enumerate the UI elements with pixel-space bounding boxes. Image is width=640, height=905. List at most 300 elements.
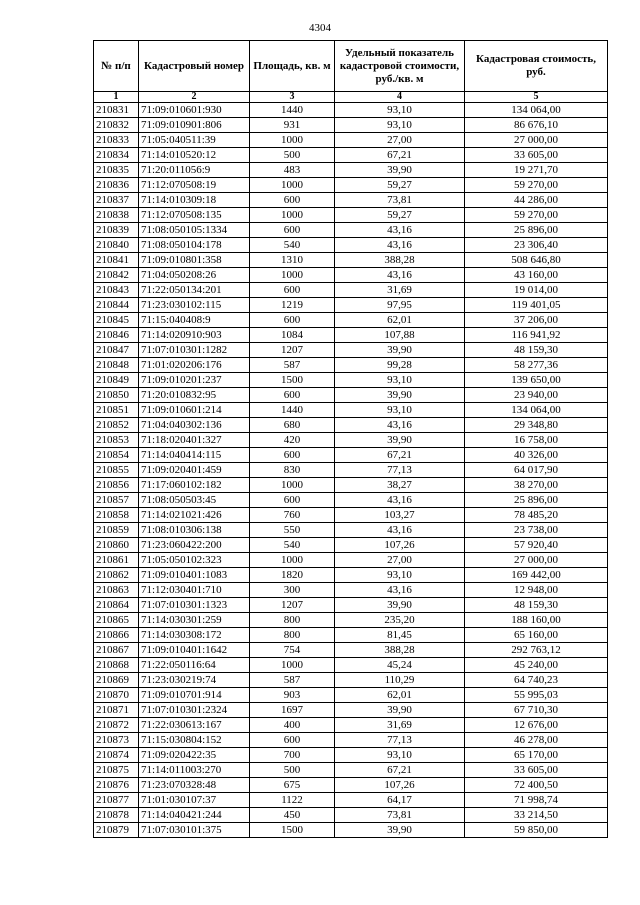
area-cell: 1000 <box>250 268 335 283</box>
row-number-cell: 210862 <box>94 568 139 583</box>
table-row <box>94 808 608 823</box>
table-row <box>94 538 608 553</box>
cadastral-value-cell: 86 676,10 <box>465 118 608 133</box>
cadastral-value-cell: 169 442,00 <box>465 568 608 583</box>
row-number-cell: 210831 <box>94 103 139 118</box>
specific-value-cell: 93,10 <box>335 103 465 118</box>
row-number-cell: 210872 <box>94 718 139 733</box>
area-cell: 600 <box>250 193 335 208</box>
table-row <box>94 478 608 493</box>
specific-value-cell: 388,28 <box>335 253 465 268</box>
specific-value-cell: 388,28 <box>335 643 465 658</box>
area-cell: 1122 <box>250 793 335 808</box>
table-row <box>94 163 608 178</box>
row-number-cell: 210859 <box>94 523 139 538</box>
specific-value-cell: 93,10 <box>335 748 465 763</box>
cadastral-value-cell: 16 758,00 <box>465 433 608 448</box>
cadastral-value-cell: 19 271,70 <box>465 163 608 178</box>
cadastral-value-cell: 38 270,00 <box>465 478 608 493</box>
cadastral-number-cell: 71:17:060102:182 <box>139 478 250 493</box>
area-cell: 500 <box>250 148 335 163</box>
row-number-cell: 210851 <box>94 403 139 418</box>
row-number-cell: 210839 <box>94 223 139 238</box>
row-number-cell: 210870 <box>94 688 139 703</box>
specific-value-cell: 110,29 <box>335 673 465 688</box>
cadastral-value-cell: 67 710,30 <box>465 703 608 718</box>
row-number-cell: 210869 <box>94 673 139 688</box>
table-row <box>94 823 608 838</box>
row-number-cell: 210853 <box>94 433 139 448</box>
specific-value-cell: 39,90 <box>335 163 465 178</box>
cadastral-value-cell: 48 159,30 <box>465 598 608 613</box>
cadastral-number-cell: 71:07:030101:375 <box>139 823 250 838</box>
header-row-number: № п/п <box>94 41 139 92</box>
cadastral-number-cell: 71:14:030308:172 <box>139 628 250 643</box>
area-cell: 1697 <box>250 703 335 718</box>
cadastral-number-cell: 71:08:010306:138 <box>139 523 250 538</box>
table-row <box>94 568 608 583</box>
header-cadastral-number: Кадастровый номер <box>139 41 250 92</box>
row-number-cell: 210834 <box>94 148 139 163</box>
row-number-cell: 210877 <box>94 793 139 808</box>
row-number-cell: 210875 <box>94 763 139 778</box>
cadastral-number-cell: 71:14:030301:259 <box>139 613 250 628</box>
header-cadastral-value: Кадастровая стоимость, руб. <box>465 41 608 92</box>
row-number-cell: 210849 <box>94 373 139 388</box>
specific-value-cell: 235,20 <box>335 613 465 628</box>
cadastral-value-cell: 27 000,00 <box>465 133 608 148</box>
specific-value-cell: 39,90 <box>335 388 465 403</box>
area-cell: 600 <box>250 493 335 508</box>
row-number-cell: 210868 <box>94 658 139 673</box>
area-cell: 600 <box>250 283 335 298</box>
column-number: 5 <box>465 92 608 103</box>
area-cell: 550 <box>250 523 335 538</box>
specific-value-cell: 43,16 <box>335 523 465 538</box>
header-area: Площадь, кв. м <box>250 41 335 92</box>
cadastral-value-cell: 33 605,00 <box>465 148 608 163</box>
cadastral-number-cell: 71:09:010601:214 <box>139 403 250 418</box>
cadastral-number-cell: 71:14:011003:270 <box>139 763 250 778</box>
area-cell: 1000 <box>250 478 335 493</box>
cadastral-number-cell: 71:20:011056:9 <box>139 163 250 178</box>
row-number-cell: 210864 <box>94 598 139 613</box>
specific-value-cell: 43,16 <box>335 583 465 598</box>
specific-value-cell: 103,27 <box>335 508 465 523</box>
specific-value-cell: 43,16 <box>335 238 465 253</box>
row-number-cell: 210832 <box>94 118 139 133</box>
area-cell: 1310 <box>250 253 335 268</box>
specific-value-cell: 27,00 <box>335 553 465 568</box>
specific-value-cell: 107,26 <box>335 538 465 553</box>
table-row <box>94 388 608 403</box>
area-cell: 1207 <box>250 343 335 358</box>
table-row <box>94 613 608 628</box>
table-row <box>94 148 608 163</box>
row-number-cell: 210861 <box>94 553 139 568</box>
row-number-cell: 210848 <box>94 358 139 373</box>
table-row <box>94 103 608 118</box>
cadastral-value-cell: 43 160,00 <box>465 268 608 283</box>
cadastral-value-cell: 29 348,80 <box>465 418 608 433</box>
specific-value-cell: 93,10 <box>335 373 465 388</box>
area-cell: 587 <box>250 673 335 688</box>
cadastral-number-cell: 71:08:050105:1334 <box>139 223 250 238</box>
table-row <box>94 223 608 238</box>
specific-value-cell: 107,26 <box>335 778 465 793</box>
cadastral-number-cell: 71:14:040421:244 <box>139 808 250 823</box>
row-number-cell: 210863 <box>94 583 139 598</box>
cadastral-value-cell: 508 646,80 <box>465 253 608 268</box>
area-cell: 1000 <box>250 553 335 568</box>
area-cell: 760 <box>250 508 335 523</box>
specific-value-cell: 81,45 <box>335 628 465 643</box>
cadastral-value-cell: 57 920,40 <box>465 538 608 553</box>
table-row <box>94 508 608 523</box>
table-row <box>94 493 608 508</box>
row-number-cell: 210854 <box>94 448 139 463</box>
cadastral-number-cell: 71:08:050104:178 <box>139 238 250 253</box>
specific-value-cell: 38,27 <box>335 478 465 493</box>
cadastral-number-cell: 71:12:070508:19 <box>139 178 250 193</box>
area-cell: 1500 <box>250 823 335 838</box>
cadastral-number-cell: 71:15:040408:9 <box>139 313 250 328</box>
specific-value-cell: 31,69 <box>335 718 465 733</box>
column-number: 3 <box>250 92 335 103</box>
cadastral-number-cell: 71:09:010401:1642 <box>139 643 250 658</box>
cadastral-value-cell: 134 064,00 <box>465 403 608 418</box>
cadastral-value-cell: 72 400,50 <box>465 778 608 793</box>
area-cell: 700 <box>250 748 335 763</box>
table-row <box>94 793 608 808</box>
table-row <box>94 403 608 418</box>
table-row <box>94 118 608 133</box>
column-number-row <box>94 92 608 103</box>
specific-value-cell: 62,01 <box>335 313 465 328</box>
row-number-cell: 210855 <box>94 463 139 478</box>
table-header-row <box>94 41 608 92</box>
cadastral-value-cell: 188 160,00 <box>465 613 608 628</box>
area-cell: 754 <box>250 643 335 658</box>
cadastral-value-cell: 119 401,05 <box>465 298 608 313</box>
table-row <box>94 733 608 748</box>
area-cell: 600 <box>250 448 335 463</box>
cadastral-number-cell: 71:14:010309:18 <box>139 193 250 208</box>
cadastral-value-cell: 64 740,23 <box>465 673 608 688</box>
page-number: 4304 <box>309 22 331 34</box>
table-row <box>94 313 608 328</box>
row-number-cell: 210874 <box>94 748 139 763</box>
table-row <box>94 343 608 358</box>
cadastral-number-cell: 71:23:070328:48 <box>139 778 250 793</box>
row-number-cell: 210845 <box>94 313 139 328</box>
table-row <box>94 193 608 208</box>
specific-value-cell: 59,27 <box>335 208 465 223</box>
area-cell: 1000 <box>250 178 335 193</box>
cadastral-number-cell: 71:01:020206:176 <box>139 358 250 373</box>
cadastral-value-cell: 23 306,40 <box>465 238 608 253</box>
table-row <box>94 373 608 388</box>
specific-value-cell: 62,01 <box>335 688 465 703</box>
specific-value-cell: 39,90 <box>335 598 465 613</box>
area-cell: 800 <box>250 628 335 643</box>
table-row <box>94 748 608 763</box>
cadastral-number-cell: 71:09:020401:459 <box>139 463 250 478</box>
cadastral-value-cell: 64 017,90 <box>465 463 608 478</box>
specific-value-cell: 59,27 <box>335 178 465 193</box>
cadastral-number-cell: 71:09:010601:930 <box>139 103 250 118</box>
area-cell: 903 <box>250 688 335 703</box>
area-cell: 1207 <box>250 598 335 613</box>
specific-value-cell: 43,16 <box>335 493 465 508</box>
row-number-cell: 210858 <box>94 508 139 523</box>
row-number-cell: 210833 <box>94 133 139 148</box>
cadastral-number-cell: 71:01:030107:37 <box>139 793 250 808</box>
table-row <box>94 433 608 448</box>
row-number-cell: 210842 <box>94 268 139 283</box>
area-cell: 1440 <box>250 403 335 418</box>
area-cell: 300 <box>250 583 335 598</box>
area-cell: 931 <box>250 118 335 133</box>
cadastral-value-cell: 27 000,00 <box>465 553 608 568</box>
table-row <box>94 583 608 598</box>
specific-value-cell: 93,10 <box>335 118 465 133</box>
cadastral-value-cell: 40 326,00 <box>465 448 608 463</box>
table-row <box>94 268 608 283</box>
specific-value-cell: 67,21 <box>335 148 465 163</box>
specific-value-cell: 73,81 <box>335 193 465 208</box>
cadastral-number-cell: 71:04:050208:26 <box>139 268 250 283</box>
row-number-cell: 210857 <box>94 493 139 508</box>
area-cell: 500 <box>250 763 335 778</box>
row-number-cell: 210846 <box>94 328 139 343</box>
row-number-cell: 210836 <box>94 178 139 193</box>
table-row <box>94 763 608 778</box>
specific-value-cell: 39,90 <box>335 343 465 358</box>
table-row <box>94 673 608 688</box>
area-cell: 450 <box>250 808 335 823</box>
cadastral-value-cell: 134 064,00 <box>465 103 608 118</box>
table-row <box>94 778 608 793</box>
row-number-cell: 210865 <box>94 613 139 628</box>
cadastral-value-cell: 25 896,00 <box>465 493 608 508</box>
area-cell: 540 <box>250 238 335 253</box>
table-row <box>94 658 608 673</box>
cadastral-value-cell: 23 940,00 <box>465 388 608 403</box>
cadastral-number-cell: 71:09:010801:358 <box>139 253 250 268</box>
cadastral-number-cell: 71:05:050102:323 <box>139 553 250 568</box>
area-cell: 1084 <box>250 328 335 343</box>
cadastral-value-cell: 116 941,92 <box>465 328 608 343</box>
cadastral-value-cell: 25 896,00 <box>465 223 608 238</box>
table-row <box>94 598 608 613</box>
area-cell: 400 <box>250 718 335 733</box>
specific-value-cell: 39,90 <box>335 823 465 838</box>
row-number-cell: 210847 <box>94 343 139 358</box>
specific-value-cell: 67,21 <box>335 763 465 778</box>
cadastral-value-cell: 78 485,20 <box>465 508 608 523</box>
area-cell: 1219 <box>250 298 335 313</box>
area-cell: 420 <box>250 433 335 448</box>
cadastral-number-cell: 71:22:050116:64 <box>139 658 250 673</box>
cadastral-value-cell: 65 160,00 <box>465 628 608 643</box>
cadastral-value-cell: 65 170,00 <box>465 748 608 763</box>
cadastral-number-cell: 71:20:010832:95 <box>139 388 250 403</box>
specific-value-cell: 99,28 <box>335 358 465 373</box>
area-cell: 1500 <box>250 373 335 388</box>
cadastral-number-cell: 71:09:010201:237 <box>139 373 250 388</box>
row-number-cell: 210866 <box>94 628 139 643</box>
cadastral-value-cell: 33 214,50 <box>465 808 608 823</box>
specific-value-cell: 93,10 <box>335 568 465 583</box>
specific-value-cell: 64,17 <box>335 793 465 808</box>
table-row <box>94 553 608 568</box>
area-cell: 483 <box>250 163 335 178</box>
specific-value-cell: 31,69 <box>335 283 465 298</box>
table-row <box>94 178 608 193</box>
cadastral-number-cell: 71:07:010301:2324 <box>139 703 250 718</box>
row-number-cell: 210835 <box>94 163 139 178</box>
cadastral-value-table <box>93 40 608 838</box>
specific-value-cell: 43,16 <box>335 223 465 238</box>
row-number-cell: 210867 <box>94 643 139 658</box>
area-cell: 675 <box>250 778 335 793</box>
column-number: 1 <box>94 92 139 103</box>
area-cell: 600 <box>250 733 335 748</box>
cadastral-number-cell: 71:09:010701:914 <box>139 688 250 703</box>
cadastral-value-cell: 48 159,30 <box>465 343 608 358</box>
table-row <box>94 448 608 463</box>
cadastral-value-cell: 12 676,00 <box>465 718 608 733</box>
table-body <box>94 103 608 838</box>
table-row <box>94 718 608 733</box>
cadastral-value-cell: 33 605,00 <box>465 763 608 778</box>
row-number-cell: 210871 <box>94 703 139 718</box>
cadastral-number-cell: 71:09:010901:806 <box>139 118 250 133</box>
cadastral-value-cell: 12 948,00 <box>465 583 608 598</box>
area-cell: 680 <box>250 418 335 433</box>
row-number-cell: 210860 <box>94 538 139 553</box>
cadastral-number-cell: 71:04:040302:136 <box>139 418 250 433</box>
row-number-cell: 210856 <box>94 478 139 493</box>
specific-value-cell: 43,16 <box>335 268 465 283</box>
row-number-cell: 210873 <box>94 733 139 748</box>
cadastral-number-cell: 71:07:010301:1282 <box>139 343 250 358</box>
specific-value-cell: 73,81 <box>335 808 465 823</box>
table-row <box>94 328 608 343</box>
table-row <box>94 358 608 373</box>
area-cell: 1000 <box>250 133 335 148</box>
cadastral-number-cell: 71:23:030102:115 <box>139 298 250 313</box>
table-row <box>94 463 608 478</box>
specific-value-cell: 27,00 <box>335 133 465 148</box>
cadastral-number-cell: 71:09:020422:35 <box>139 748 250 763</box>
table-row <box>94 418 608 433</box>
row-number-cell: 210837 <box>94 193 139 208</box>
table-row <box>94 703 608 718</box>
cadastral-number-cell: 71:14:040414:115 <box>139 448 250 463</box>
cadastral-number-cell: 71:07:010301:1323 <box>139 598 250 613</box>
cadastral-number-cell: 71:14:021021:426 <box>139 508 250 523</box>
table-row <box>94 523 608 538</box>
column-number: 4 <box>335 92 465 103</box>
table-row <box>94 253 608 268</box>
table-row <box>94 643 608 658</box>
table-row <box>94 283 608 298</box>
specific-value-cell: 43,16 <box>335 418 465 433</box>
area-cell: 1440 <box>250 103 335 118</box>
specific-value-cell: 97,95 <box>335 298 465 313</box>
cadastral-value-cell: 19 014,00 <box>465 283 608 298</box>
row-number-cell: 210841 <box>94 253 139 268</box>
specific-value-cell: 107,88 <box>335 328 465 343</box>
area-cell: 1000 <box>250 208 335 223</box>
row-number-cell: 210840 <box>94 238 139 253</box>
table-row <box>94 628 608 643</box>
area-cell: 830 <box>250 463 335 478</box>
area-cell: 1820 <box>250 568 335 583</box>
cadastral-value-cell: 59 850,00 <box>465 823 608 838</box>
cadastral-number-cell: 71:09:010401:1083 <box>139 568 250 583</box>
row-number-cell: 210843 <box>94 283 139 298</box>
row-number-cell: 210850 <box>94 388 139 403</box>
cadastral-number-cell: 71:12:030401:710 <box>139 583 250 598</box>
cadastral-value-cell: 44 286,00 <box>465 193 608 208</box>
cadastral-number-cell: 71:23:060422:200 <box>139 538 250 553</box>
cadastral-number-cell: 71:12:070508:135 <box>139 208 250 223</box>
area-cell: 600 <box>250 223 335 238</box>
specific-value-cell: 39,90 <box>335 703 465 718</box>
cadastral-number-cell: 71:05:040511:39 <box>139 133 250 148</box>
cadastral-number-cell: 71:08:050503:45 <box>139 493 250 508</box>
cadastral-value-cell: 37 206,00 <box>465 313 608 328</box>
cadastral-number-cell: 71:18:020401:327 <box>139 433 250 448</box>
cadastral-value-cell: 71 998,74 <box>465 793 608 808</box>
specific-value-cell: 77,13 <box>335 463 465 478</box>
specific-value-cell: 77,13 <box>335 733 465 748</box>
table-row <box>94 208 608 223</box>
table-row <box>94 688 608 703</box>
cadastral-number-cell: 71:14:020910:903 <box>139 328 250 343</box>
cadastral-value-cell: 292 763,12 <box>465 643 608 658</box>
row-number-cell: 210852 <box>94 418 139 433</box>
cadastral-value-cell: 23 738,00 <box>465 523 608 538</box>
row-number-cell: 210844 <box>94 298 139 313</box>
specific-value-cell: 45,24 <box>335 658 465 673</box>
cadastral-value-cell: 45 240,00 <box>465 658 608 673</box>
cadastral-value-cell: 58 277,36 <box>465 358 608 373</box>
area-cell: 600 <box>250 388 335 403</box>
cadastral-value-cell: 59 270,00 <box>465 178 608 193</box>
area-cell: 587 <box>250 358 335 373</box>
cadastral-value-cell: 46 278,00 <box>465 733 608 748</box>
area-cell: 600 <box>250 313 335 328</box>
header-specific-value: Удельный показатель кадастровой стоимости, руб./кв. м <box>335 41 465 92</box>
specific-value-cell: 93,10 <box>335 403 465 418</box>
table-row <box>94 238 608 253</box>
cadastral-value-cell: 59 270,00 <box>465 208 608 223</box>
row-number-cell: 210878 <box>94 808 139 823</box>
column-number: 2 <box>139 92 250 103</box>
area-cell: 800 <box>250 613 335 628</box>
specific-value-cell: 67,21 <box>335 448 465 463</box>
cadastral-number-cell: 71:23:030219:74 <box>139 673 250 688</box>
table-row <box>94 298 608 313</box>
cadastral-number-cell: 71:14:010520:12 <box>139 148 250 163</box>
row-number-cell: 210879 <box>94 823 139 838</box>
table-row <box>94 133 608 148</box>
specific-value-cell: 39,90 <box>335 433 465 448</box>
